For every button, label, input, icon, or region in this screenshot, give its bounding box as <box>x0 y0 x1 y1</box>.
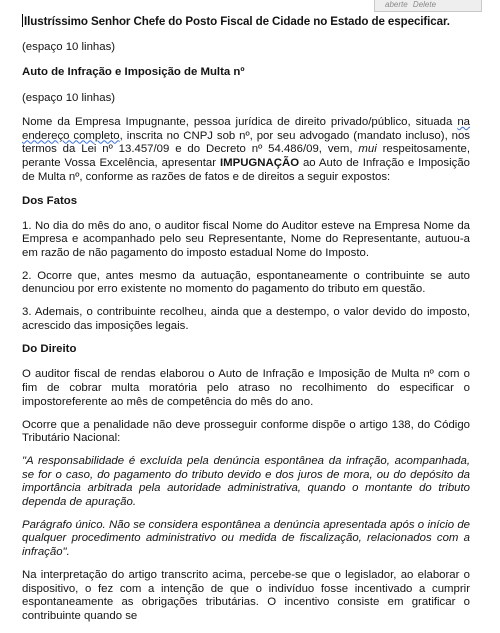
quote-paragraph-2: Parágrafo único. Não se considera espontânea a denúncia apresentada após o início de qualquer procedimento administrativo ou medida de fiscalização, relacionados com a infração". <box>22 518 470 559</box>
intro-paragraph <box>22 116 470 185</box>
spacing-note-1: (espaço 10 linhas) <box>22 41 116 53</box>
fatos-paragraph-2: 2. Ocorre que, antes mesmo da autuação, espontaneamente o contribuinte se auto denunciou por erro existente no momento do pagamento do tributo em questão. <box>22 269 470 296</box>
corner-tab-label-2: Delete <box>412 0 437 9</box>
quote-paragraph-1: "A responsabilidade é excluída pela denúncia espontânea da infração, acompanhada, se for o caso, do pagamento do tributo devido e dos juros de mora, ou do depósito da importância arbitrada pela autoridade administrativa, quando o montante do tributo dependa de apuração. <box>22 454 470 509</box>
intro-text-a: Nome da Empresa Impugnante, pessoa jurídica de direito privado/público, situada <box>22 116 458 128</box>
fatos-paragraph-3: 3. Ademais, o contribuinte recolheu, ainda que a destempo, o valor devido do imposto, acrescido das imposições legais. <box>22 306 470 332</box>
corner-tab[interactable] <box>374 0 482 12</box>
spacing-note-2: (espaço 10 linhas) <box>22 92 116 104</box>
document-page <box>22 14 470 633</box>
intro-text-c: respeitosamente, perante Vossa Excelência, apresentar <box>22 143 470 170</box>
direito-paragraph-2: Ocorre que a penalidade não deve prosseguir conforme dispõe o artigo 138, do Código Tributário Nacional: <box>22 418 470 445</box>
intro-italic-mui: mui <box>358 143 377 156</box>
heading-auto: Auto de Infração e Imposição de Multa nº <box>22 66 245 78</box>
intro-text-b: , inscrita no CNPJ sob nº, por seu advogado (mandato incluso), nos termos da Lei nº 13.457/09 e do Decreto nº 54.486/09, vem, <box>22 129 470 156</box>
direito-paragraph-1: O auditor fiscal de rendas elaborou o Auto de Infração e Imposição de Multa nº com o fim de cobrar multa moratória pelo atraso no recolhimento do especificar o impostoreferente ao mês de competência do mês do ano. <box>22 368 470 408</box>
heading-direito: Do Direito <box>22 343 77 356</box>
closing-paragraph: Na interpretação do artigo transcrito acima, percebe-se que o legislador, ao elaborar o dispositivo, o fez com a intenção de que o indivíduo fosse incentivado a cumprir espontaneamente as obrigações tributárias. O incentivo consiste em gratificar o contribuinte quando se <box>22 568 470 622</box>
text-cursor <box>22 14 23 27</box>
intro-text-d: ao Auto de Infração e Imposição de Multa nº, conforme as razões de fatos e de direitos a seguir expostos: <box>22 157 470 183</box>
spellcheck-underlined-text[interactable]: na endereço completo <box>22 116 470 142</box>
heading-fatos: Dos Fatos <box>22 194 78 207</box>
fatos-paragraph-1: 1. No dia do mês do ano, o auditor fiscal Nome do Auditor esteve na Empresa Nome da Empresa e acompanhado pelo seu Representante, Nome do Representante, autuou-a em razão de não pagamento do imposto estadual Nome do Imposto. <box>22 219 470 259</box>
document-title-text: Ilustríssimo Senhor Chefe do Posto Fiscal de Cidade no Estado de especificar. <box>24 15 450 28</box>
corner-tab-label-1: aberte <box>385 0 408 9</box>
intro-bold-impugnacao: IMPUGNAÇÃO <box>219 157 300 170</box>
document-title <box>22 14 470 29</box>
